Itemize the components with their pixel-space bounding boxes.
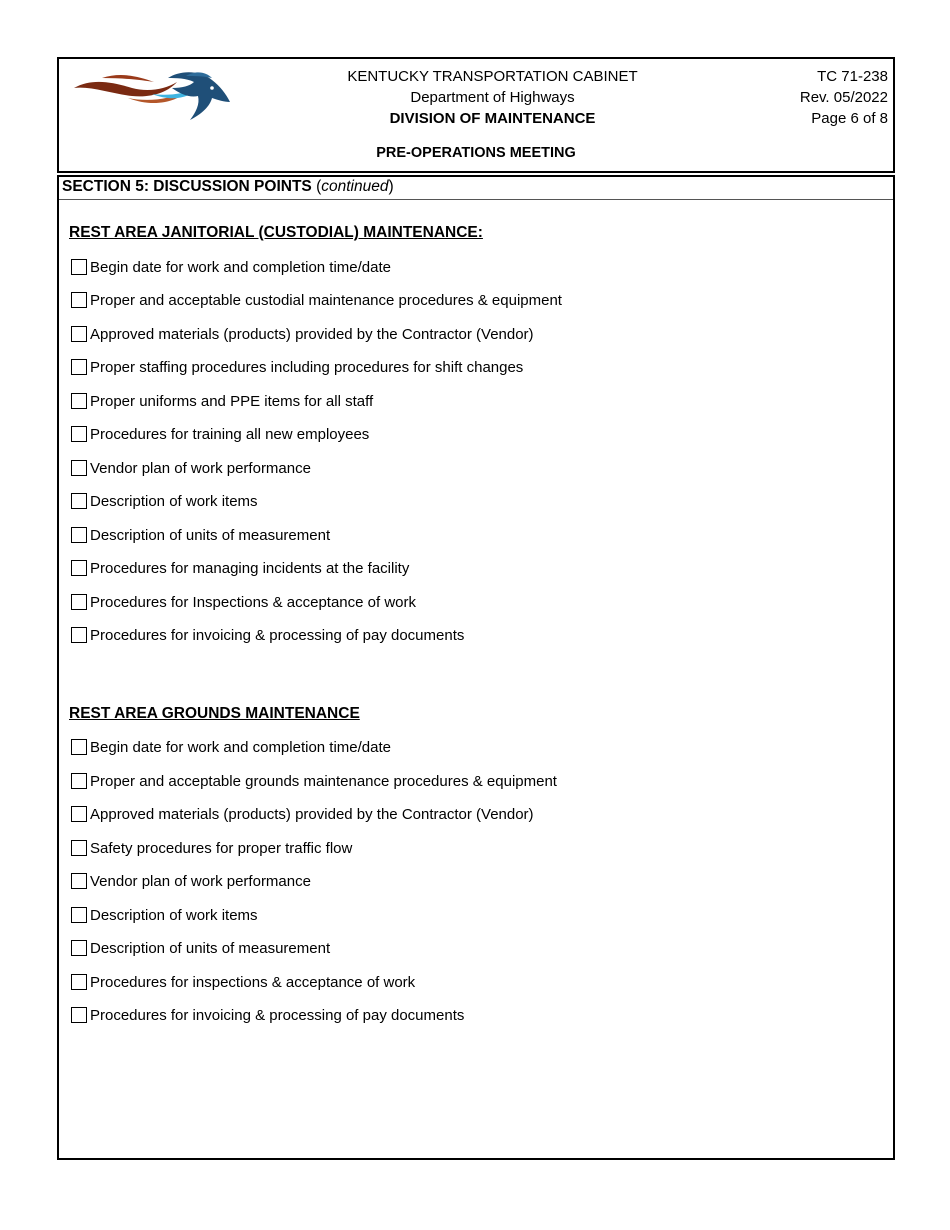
division-name: DIVISION OF MAINTENANCE xyxy=(389,110,596,127)
checkbox[interactable] xyxy=(71,806,87,822)
janitorial-item-label: Procedures for invoicing & processing of pay documents xyxy=(90,626,465,644)
checkbox[interactable] xyxy=(71,873,87,889)
checkbox[interactable] xyxy=(71,627,87,643)
janitorial-item-label: Vendor plan of work performance xyxy=(90,459,311,477)
checkbox[interactable] xyxy=(71,426,87,442)
janitorial-item[interactable] xyxy=(71,257,391,277)
checkbox[interactable] xyxy=(71,527,87,543)
revision-date: Rev. 05/2022 xyxy=(799,89,888,106)
checkbox[interactable] xyxy=(71,594,87,610)
grounds-item-label: Description of units of measurement xyxy=(90,939,331,957)
grounds-item[interactable] xyxy=(71,938,330,958)
checkbox[interactable] xyxy=(71,560,87,576)
janitorial-item-label: Description of units of measurement xyxy=(90,526,331,544)
janitorial-item-label: Proper staffing procedures including procedures for shift changes xyxy=(90,358,524,376)
grounds-item-label: Safety procedures for proper traffic flow xyxy=(90,839,353,857)
grounds-item-label: Approved materials (products) provided by the Contractor (Vendor) xyxy=(90,805,534,823)
grounds-item-label: Procedures for invoicing & processing of pay documents xyxy=(90,1006,465,1024)
agency-block xyxy=(300,66,685,129)
janitorial-item-label: Description of work items xyxy=(90,492,258,510)
checkbox[interactable] xyxy=(71,493,87,509)
grounds-item[interactable] xyxy=(71,871,311,891)
checkbox[interactable] xyxy=(71,974,87,990)
janitorial-item[interactable] xyxy=(71,592,416,612)
checkbox[interactable] xyxy=(71,739,87,755)
janitorial-item[interactable] xyxy=(71,491,258,511)
janitorial-item-label: Begin date for work and completion time/date xyxy=(90,258,392,276)
checkbox[interactable] xyxy=(71,359,87,375)
checkbox[interactable] xyxy=(71,907,87,923)
janitorial-item[interactable] xyxy=(71,357,523,377)
janitorial-item-label: Approved materials (products) provided by the Contractor (Vendor) xyxy=(90,325,534,343)
janitorial-item[interactable] xyxy=(71,290,562,310)
grounds-item[interactable] xyxy=(71,804,534,824)
checkbox[interactable] xyxy=(71,326,87,342)
checkbox[interactable] xyxy=(71,460,87,476)
janitorial-item[interactable] xyxy=(71,458,311,478)
section-header xyxy=(59,177,893,200)
department-name: Department of Highways xyxy=(410,89,575,106)
grounds-item[interactable] xyxy=(71,771,557,791)
checkbox[interactable] xyxy=(71,393,87,409)
janitorial-item[interactable] xyxy=(71,424,369,444)
page-number: Page 6 of 8 xyxy=(811,110,888,127)
checkbox[interactable] xyxy=(71,292,87,308)
janitorial-item[interactable] xyxy=(71,391,373,411)
checkbox[interactable] xyxy=(71,940,87,956)
section-qualifier: continued xyxy=(321,178,389,195)
checkbox[interactable] xyxy=(71,840,87,856)
grounds-item-label: Begin date for work and completion time/date xyxy=(90,738,392,756)
section-title: SECTION 5: DISCUSSION POINTS xyxy=(62,178,312,195)
open-paren: ( xyxy=(311,178,322,195)
checkbox[interactable] xyxy=(71,1007,87,1023)
grounds-item-label: Vendor plan of work performance xyxy=(90,872,311,890)
janitorial-item[interactable] xyxy=(71,324,534,344)
grounds-item[interactable] xyxy=(71,737,391,757)
grounds-item-label: Procedures for inspections & acceptance of work xyxy=(90,973,416,991)
janitorial-item[interactable] xyxy=(71,625,464,645)
janitorial-item[interactable] xyxy=(71,525,330,545)
grounds-item-label: Proper and acceptable grounds maintenance procedures & equipment xyxy=(90,772,557,790)
meeting-title: PRE-OPERATIONS MEETING xyxy=(376,145,576,161)
janitorial-item-label: Proper and acceptable custodial maintenance procedures & equipment xyxy=(90,291,562,309)
form-info xyxy=(800,66,888,129)
grounds-item[interactable] xyxy=(71,1005,464,1025)
grounds-item-label: Description of work items xyxy=(90,906,258,924)
grounds-item[interactable] xyxy=(71,905,258,925)
close-paren: ) xyxy=(388,178,394,195)
grounds-heading: REST AREA GROUNDS MAINTENANCE xyxy=(69,705,360,722)
janitorial-item-label: Proper uniforms and PPE items for all staff xyxy=(90,392,374,410)
form-number: TC 71-238 xyxy=(817,68,888,85)
kytc-horse-logo xyxy=(72,68,234,128)
grounds-item[interactable] xyxy=(71,838,352,858)
janitorial-item-label: Procedures for training all new employees xyxy=(90,425,370,443)
checkbox[interactable] xyxy=(71,259,87,275)
checkbox[interactable] xyxy=(71,773,87,789)
grounds-item[interactable] xyxy=(71,972,415,992)
agency-name: KENTUCKY TRANSPORTATION CABINET xyxy=(347,68,638,85)
janitorial-item-label: Procedures for Inspections & acceptance of work xyxy=(90,593,417,611)
janitorial-heading: REST AREA JANITORIAL (CUSTODIAL) MAINTENANCE: xyxy=(69,224,483,241)
section-title-line xyxy=(62,178,394,196)
janitorial-item[interactable] xyxy=(71,558,409,578)
janitorial-item-label: Procedures for managing incidents at the facility xyxy=(90,559,410,577)
